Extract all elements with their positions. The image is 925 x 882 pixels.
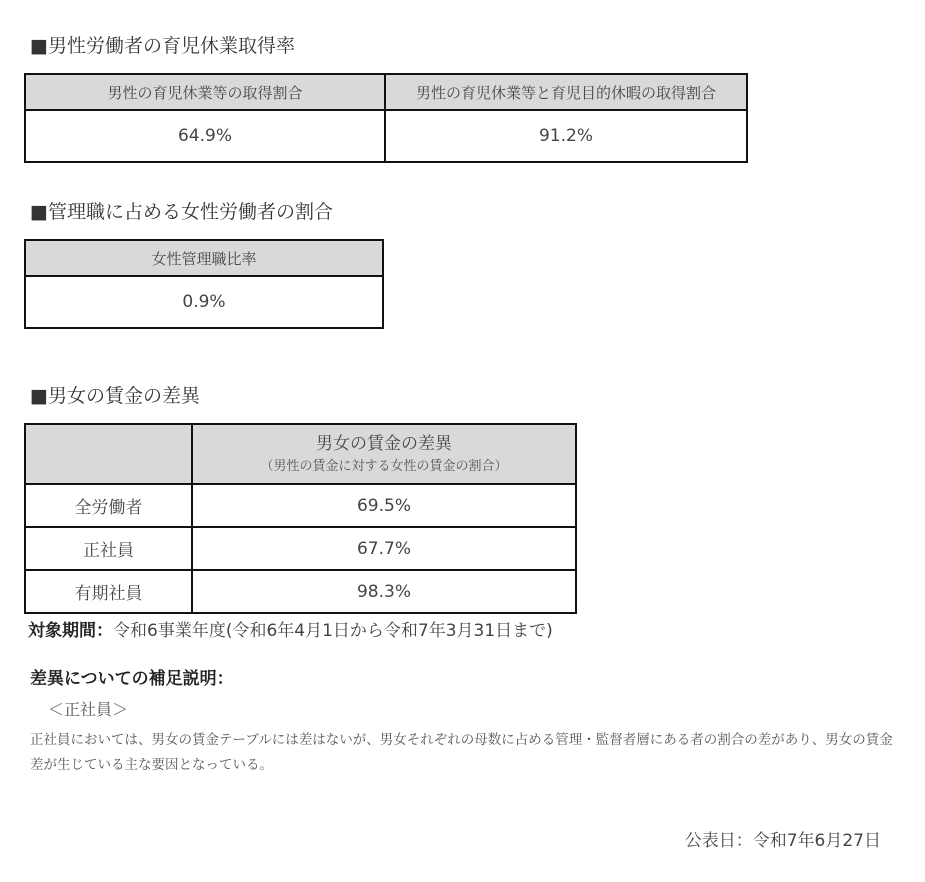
table-row xyxy=(25,484,576,527)
female-managers-table xyxy=(24,239,384,329)
header-wage-gap xyxy=(192,424,576,484)
header-childcare-leave-and-purpose-rate: 男性の育児休業等と育児目的休暇の取得割合 xyxy=(385,74,747,110)
row-value-fixed-term-employees: 98.3% xyxy=(192,570,576,613)
value-female-manager-ratio: 0.9% xyxy=(25,276,383,328)
value-childcare-leave-rate: 64.9% xyxy=(25,110,385,162)
header-female-manager-ratio: 女性管理職比率 xyxy=(25,240,383,276)
supplementary-note-body: 正社員においては、男女の賃金テーブルには差はないが、男女それぞれの母数に占める管理・監督者層にある者の割合の差があり、男女の賃金差が生じている主な要因となっている。 xyxy=(30,732,893,773)
publication-date: 公表日：令和7年6月27日 xyxy=(684,831,881,851)
row-label-regular-employees: 正社員 xyxy=(25,527,192,570)
male-childcare-leave-table xyxy=(24,73,748,163)
table-row xyxy=(25,110,747,162)
section-heading-female-managers: ■管理職に占める女性労働者の割合 xyxy=(30,201,333,223)
row-value-regular-employees: 67.7% xyxy=(192,527,576,570)
supplementary-note-subheading: ＜正社員＞ xyxy=(48,700,129,719)
row-label-fixed-term-employees: 有期社員 xyxy=(25,570,192,613)
header-wage-gap-subtitle: （男性の賃金に対する女性の賃金の割合） xyxy=(260,459,508,474)
table-header-row xyxy=(25,74,747,110)
header-empty-cell xyxy=(25,424,192,484)
header-childcare-leave-rate: 男性の育児休業等の取得割合 xyxy=(25,74,385,110)
value-childcare-leave-and-purpose-rate: 91.2% xyxy=(385,110,747,162)
supplementary-note-title: 差異についての補足説明： xyxy=(30,669,234,689)
table-row xyxy=(25,276,383,328)
section-heading-wage-gap: ■男女の賃金の差異 xyxy=(30,385,200,407)
table-row xyxy=(25,527,576,570)
target-period-text: 令和6事業年度(令和6年4月1日から令和7年3月31日まで) xyxy=(113,621,553,641)
table-row xyxy=(25,570,576,613)
section-heading-male-childcare-leave: ■男性労働者の育児休業取得率 xyxy=(30,35,295,57)
row-label-all-workers: 全労働者 xyxy=(25,484,192,527)
table-header-row xyxy=(25,424,576,484)
header-wage-gap-title: 男女の賃金の差異 xyxy=(316,434,452,454)
row-value-all-workers: 69.5% xyxy=(192,484,576,527)
target-period xyxy=(28,616,553,641)
target-period-label: 対象期間： xyxy=(28,621,113,641)
table-header-row xyxy=(25,240,383,276)
wage-gap-table xyxy=(24,423,577,614)
